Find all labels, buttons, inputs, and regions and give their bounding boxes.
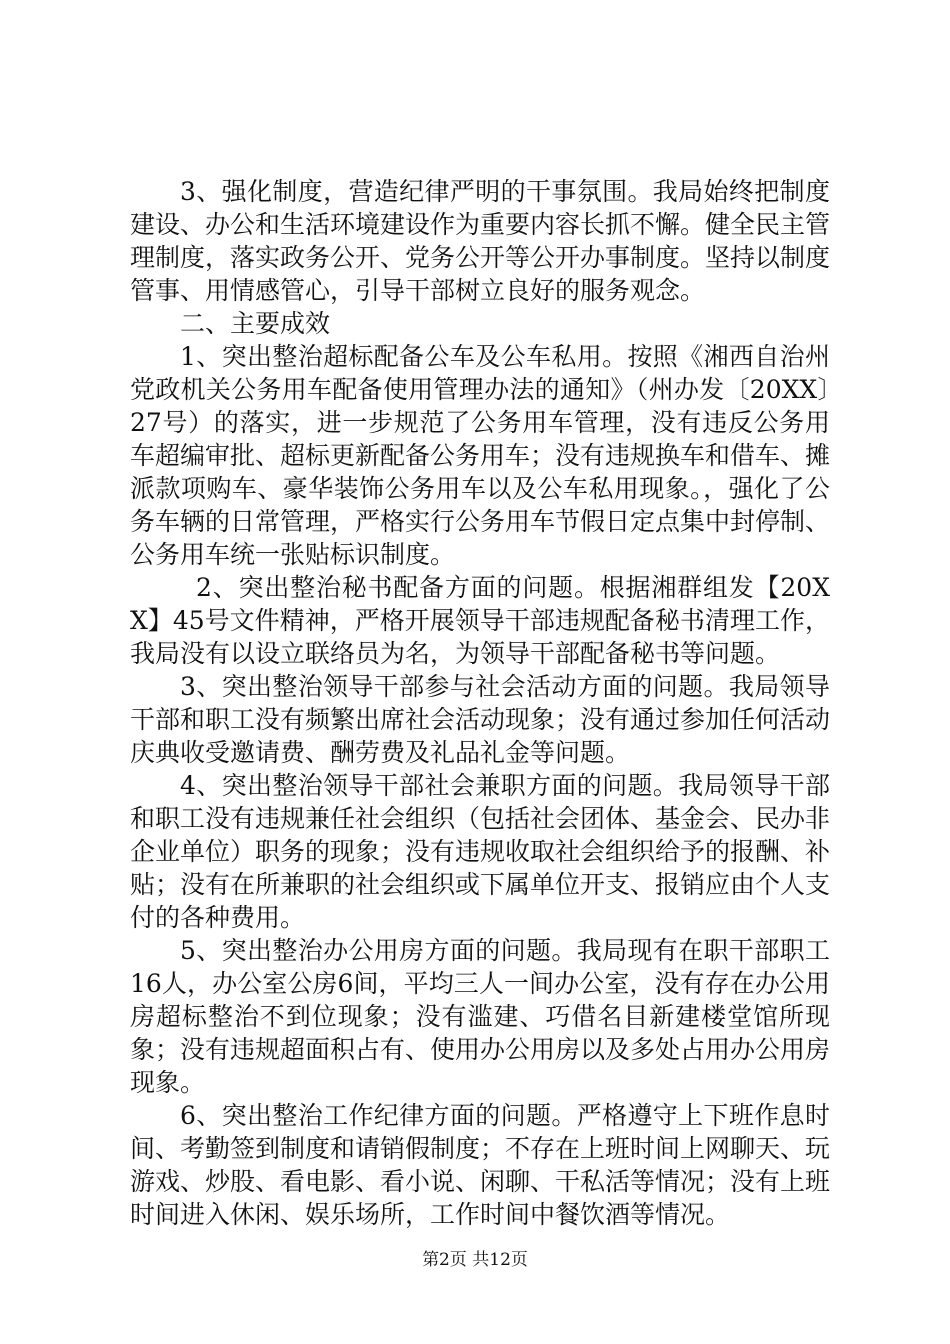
paragraph-office-space: 5、突出整治办公用房方面的问题。我局现有在职干部职工16人，办公室公房6间，平均三人一间办公室，没有存在办公用房超标整治不到位现象；没有滥建、巧借名目新建楼堂馆所现象；没有违规超面积占有、使用办公用房以及多处占用办公用房现象。 [130, 936, 831, 1097]
section-heading-main-results: 二、主要成效 [180, 309, 331, 338]
paragraph-social-activities: 3、突出整治领导干部参与社会活动方面的问题。我局领导干部和职工没有频繁出席社会活动现象；没有通过参加任何活动庆典收受邀请费、酬劳费及礼品礼金等问题。 [130, 672, 831, 767]
document-body [130, 175, 830, 1231]
paragraph-official-vehicles: 1、突出整治超标配备公车及公车私用。按照《湘西自治州党政机关公务用车配备使用管理办法的通知》（州办发〔20XX〕27号）的落实，进一步规范了公务用车管理，没有违反公务用车超编审批、超标更新配备公务用车；没有违规换车和借车、摊派款项购车、豪华装饰公务用车以及公车私用现象。，强化了公务车辆的日常管理，严格实行公务用车节假日定点集中封停制、公务用车统一张贴标识制度。 [130, 342, 831, 569]
paragraph-work-discipline: 6、突出整治工作纪律方面的问题。严格遵守上下班作息时间、考勤签到制度和请销假制度；不存在上班时间上网聊天、玩游戏、炒股、看电影、看小说、闲聊、干私活等情况；没有上班时间进入休闲、娱乐场所，工作时间中餐饮酒等情况。 [130, 1101, 831, 1229]
page-number-footer: 第2页 共12页 [422, 1250, 528, 1270]
paragraph-secretary-allocation: 2、突出整治秘书配备方面的问题。根据湘群组发【20XX】45号文件精神，严格开展领导干部违规配备秘书清理工作，我局没有以设立联络员为名，为领导干部配备秘书等问题。 [130, 573, 830, 668]
paragraph-system-building: 3、强化制度，营造纪律严明的干事氛围。我局始终把制度建设、办公和生活环境建设作为重要内容长抓不懈。健全民主管理制度，落实政务公开、党务公开等公开办事制度。坚持以制度管事、用情感管心，引导干部树立良好的服务观念。 [130, 177, 831, 305]
paragraph-part-time-positions: 4、突出整治领导干部社会兼职方面的问题。我局领导干部和职工没有违规兼任社会组织（包括社会团体、基金会、民办非企业单位）职务的现象；没有违规收取社会组织给予的报酬、补贴；没有在所兼职的社会组织或下属单位开支、报销应由个人支付的各种费用。 [130, 771, 831, 932]
